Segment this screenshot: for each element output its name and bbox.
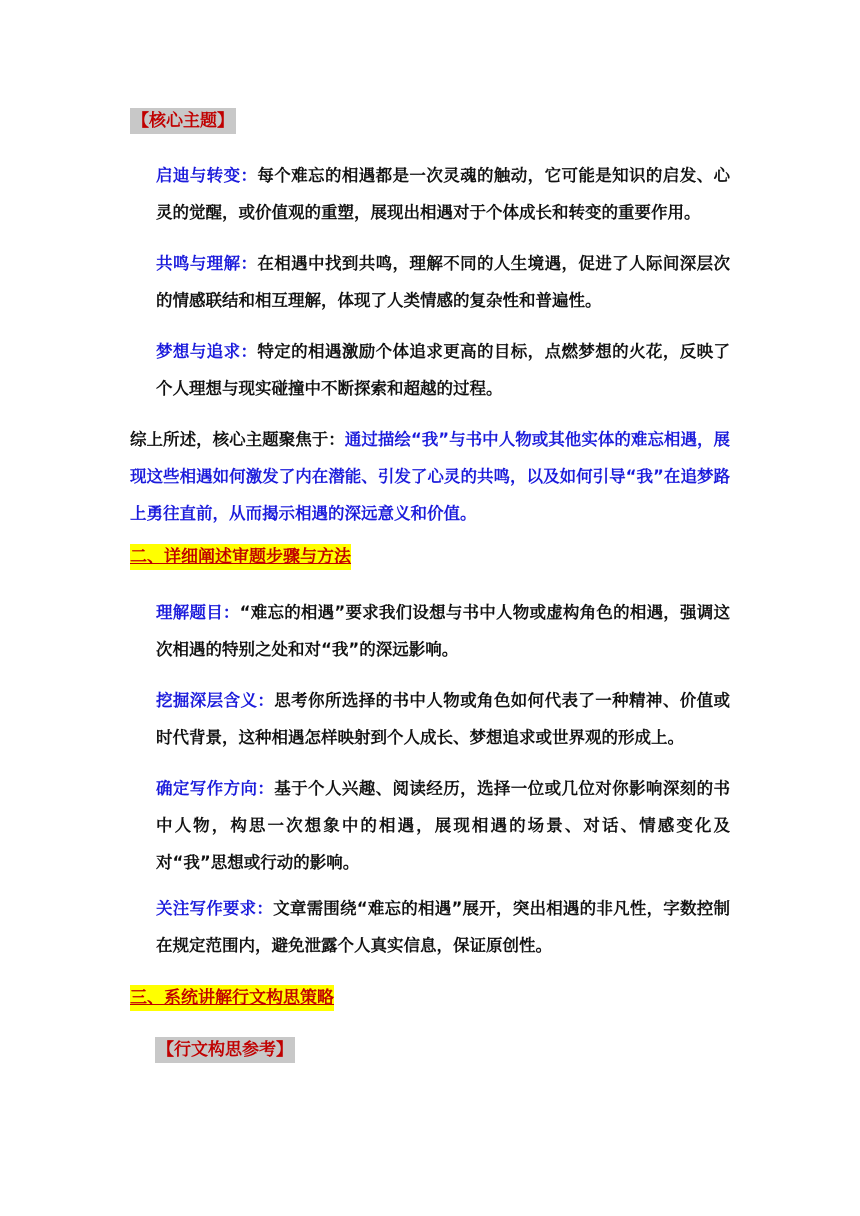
- section-heading-3: 三、系统讲解行文构思策略: [130, 985, 334, 1011]
- item-text: 每个难忘的相遇都是一次灵魂的触动，它可能是知识的启发、心灵的觉醒，或价值观的重塑，展现出相遇对于个体成长和转变的重要作用。: [156, 166, 731, 222]
- step-text: 文章需围绕“难忘的相遇”展开，突出相遇的非凡性，字数控制在规定范围内，避免泄露个人真实信息，保证原创性。: [156, 899, 730, 955]
- step-label: 关注写作要求：: [156, 899, 274, 918]
- list-item: [156, 682, 730, 756]
- item-label: 启迪与转变：: [156, 166, 258, 185]
- list-item: [156, 594, 730, 668]
- item-text: 特定的相遇激励个体追求更高的目标，点燃梦想的火花，反映了个人理想与现实碰撞中不断探索和超越的过程。: [156, 342, 731, 398]
- list-item: [156, 333, 730, 407]
- step-label: 理解题目：: [156, 603, 240, 622]
- item-text: 在相遇中找到共鸣，理解不同的人生境遇，促进了人际间深层次的情感联结和相互理解，体现了人类情感的复杂性和普遍性。: [156, 254, 731, 310]
- summary-lead: 综上所述，核心主题聚焦于：: [130, 430, 345, 449]
- structure-reference-tag: 【行文构思参考】: [155, 1037, 295, 1063]
- core-theme-tag: 【核心主题】: [130, 108, 236, 134]
- list-item: [156, 245, 730, 319]
- summary-highlight: 通过描绘“我”与书中人物或其他实体的难忘相遇，展现这些相遇如何激发了内在潜能、引发了心灵的共鸣，以及如何引导“我”在追梦路上勇往直前，从而揭示相遇的深远意义和价值。: [130, 430, 730, 523]
- step-text: 基于个人兴趣、阅读经历，选择一位或几位对你影响深刻的书中人物，构思一次想象中的相遇，展现相遇的场景、对话、情感变化及对“我”思想或行动的影响。: [156, 779, 731, 872]
- item-label: 共鸣与理解：: [156, 254, 258, 273]
- step-text: 思考你所选择的书中人物或角色如何代表了一种精神、价值或时代背景，这种相遇怎样映射到个人成长、梦想追求或世界观的形成上。: [156, 691, 731, 747]
- list-item: [156, 770, 730, 881]
- summary-paragraph: [130, 421, 730, 532]
- step-label: 确定写作方向：: [156, 779, 275, 798]
- step-label: 挖掘深层含义：: [156, 691, 275, 710]
- section-heading-2: 二、详细阐述审题步骤与方法: [130, 544, 351, 570]
- step-text: “难忘的相遇”要求我们设想与书中人物或虚构角色的相遇，强调这次相遇的特别之处和对“我”的深远影响。: [156, 603, 730, 659]
- item-label: 梦想与追求：: [156, 342, 258, 361]
- list-item: [156, 157, 730, 231]
- list-item: [156, 890, 730, 964]
